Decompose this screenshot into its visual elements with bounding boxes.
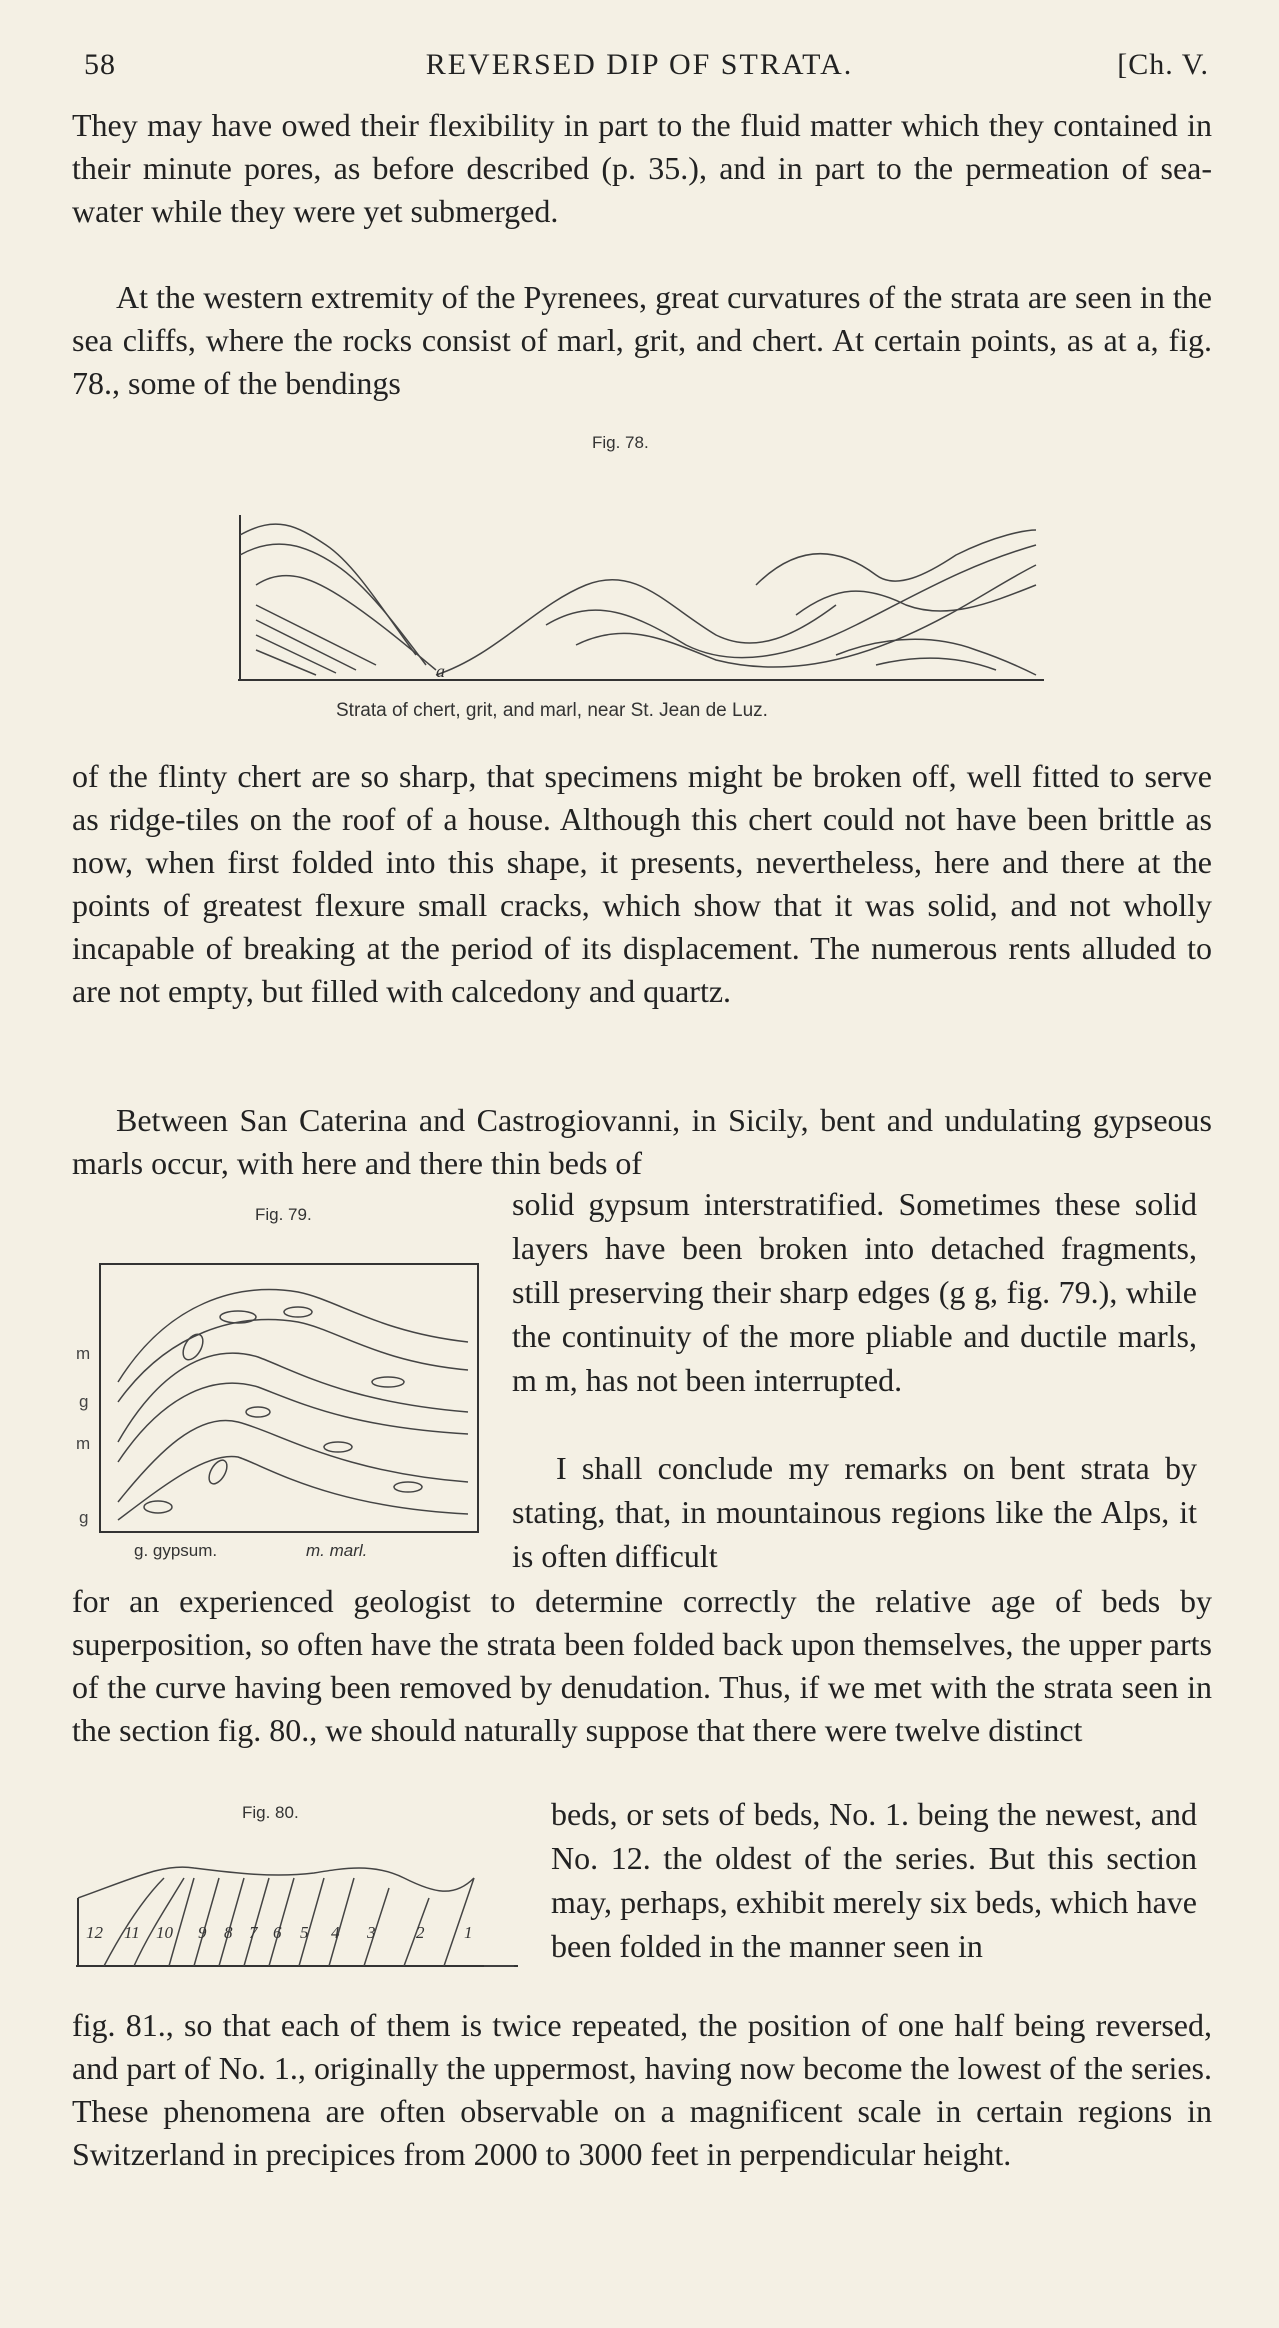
fig79-side-letter-m2: m bbox=[76, 1434, 91, 1453]
fig80-bed-2: 2 bbox=[416, 1923, 425, 1942]
fig78-caption: Strata of chert, grit, and marl, near St. Jean de Luz. bbox=[336, 700, 768, 721]
fig79-side-letter-g2: g bbox=[79, 1508, 89, 1527]
fig79-side-letter-m1: m bbox=[76, 1344, 91, 1363]
paragraph-4-side: solid gypsum interstratified. Sometimes these solid layers have been broken into detached fragments, still preserving their sharp edges (g g, fig. 79.), while the continuity of the more pliable and ductile marls, m m, has not been interrupted. bbox=[512, 1186, 1197, 1398]
fig80-label: Fig. 80. bbox=[242, 1803, 299, 1822]
fig80-bed-9: 9 bbox=[198, 1923, 207, 1942]
fig79-legend-marl: m. marl. bbox=[306, 1541, 368, 1560]
fig79-side-letter-g1: g bbox=[79, 1392, 89, 1411]
paragraph-3: of the flinty chert are so sharp, that specimens might be broken off, well fitted to serve as ridge-tiles on the roof of a house. Although this chert could not have been brittle as now, when first folded into this shape, it presents, nevertheless, here and there at the points of greatest flexure small cracks, which show that it was solid, and not wholly incapable of breaking at the period of its displacement. The numerous rents alluded to are not empty, but filled with calcedony and quartz. bbox=[72, 758, 1212, 1009]
fig80-bed-11: 11 bbox=[124, 1923, 140, 1942]
paragraph-5-side: I shall conclude my remarks on bent strata by stating, that, in mountainous regions like the Alps, it is often difficult bbox=[512, 1450, 1197, 1574]
paragraph-4-top: Between San Caterina and Castrogiovanni, in Sicily, bent and undulating gypseous marls occur, with here and there thin beds of bbox=[72, 1102, 1212, 1181]
fig80-bed-4: 4 bbox=[331, 1923, 340, 1942]
fig80-bed-7: 7 bbox=[249, 1923, 258, 1942]
paragraph-5-end: fig. 81., so that each of them is twice repeated, the position of one half being reversed, and part of No. 1., originally the uppermost, having now become the lowest of the series. These phenomena are often observable on a magnificent scale in certain regions in Switzerland in precipices from 2000 to 3000 feet in perpendicular height. bbox=[72, 2007, 1212, 2172]
running-header bbox=[70, 48, 1209, 88]
paragraph-5-side2: beds, or sets of beds, No. 1. being the newest, and No. 12. the oldest of the series. But this section may, perhaps, exhibit merely six beds, which have been folded in the manner seen in bbox=[551, 1796, 1197, 1964]
running-title: REVERSED DIP OF STRATA. bbox=[425, 48, 854, 81]
fig80-bed-8: 8 bbox=[224, 1923, 233, 1942]
paragraph-5-full: for an experienced geologist to determine correctly the relative age of beds by superposition, so often have the strata been folded back upon themselves, the upper parts of the curve having been removed by denudation. Thus, if we met with the strata seen in the section fig. 80., we should naturally suppose that there were twelve distinct bbox=[72, 1583, 1212, 1748]
fig80-diagram bbox=[74, 1858, 520, 1968]
fig78-point-label: a bbox=[436, 661, 445, 681]
fig79-diagram bbox=[98, 1262, 482, 1534]
fig80-bed-6: 6 bbox=[273, 1923, 282, 1942]
fig80-bed-3: 3 bbox=[367, 1923, 376, 1942]
fig79-label: Fig. 79. bbox=[255, 1205, 312, 1224]
fig80-bed-5: 5 bbox=[300, 1923, 309, 1942]
fig78-diagram bbox=[236, 505, 1046, 685]
fig80-bed-12: 12 bbox=[86, 1923, 103, 1942]
paragraph-2: At the western extremity of the Pyrenees, great curvatures of the strata are seen in the sea cliffs, where the rocks consist of marl, grit, and chert. At certain points, as at a, fig. 78., some of the bendings bbox=[72, 279, 1212, 401]
fig78-label: Fig. 78. bbox=[592, 433, 649, 452]
fig80-bed-10: 10 bbox=[156, 1923, 173, 1942]
paragraph-1: They may have owed their flexibility in part to the fluid matter which they contained in their minute pores, as before described (p. 35.), and in part to the permeation of sea-water while they were yet submerged. bbox=[72, 107, 1212, 229]
fig80-bed-1: 1 bbox=[464, 1923, 473, 1942]
fig79-legend-gypsum: g. gypsum. bbox=[134, 1541, 218, 1560]
page-number: 58 bbox=[84, 48, 116, 81]
chapter-label: [Ch. V. bbox=[1117, 48, 1209, 81]
